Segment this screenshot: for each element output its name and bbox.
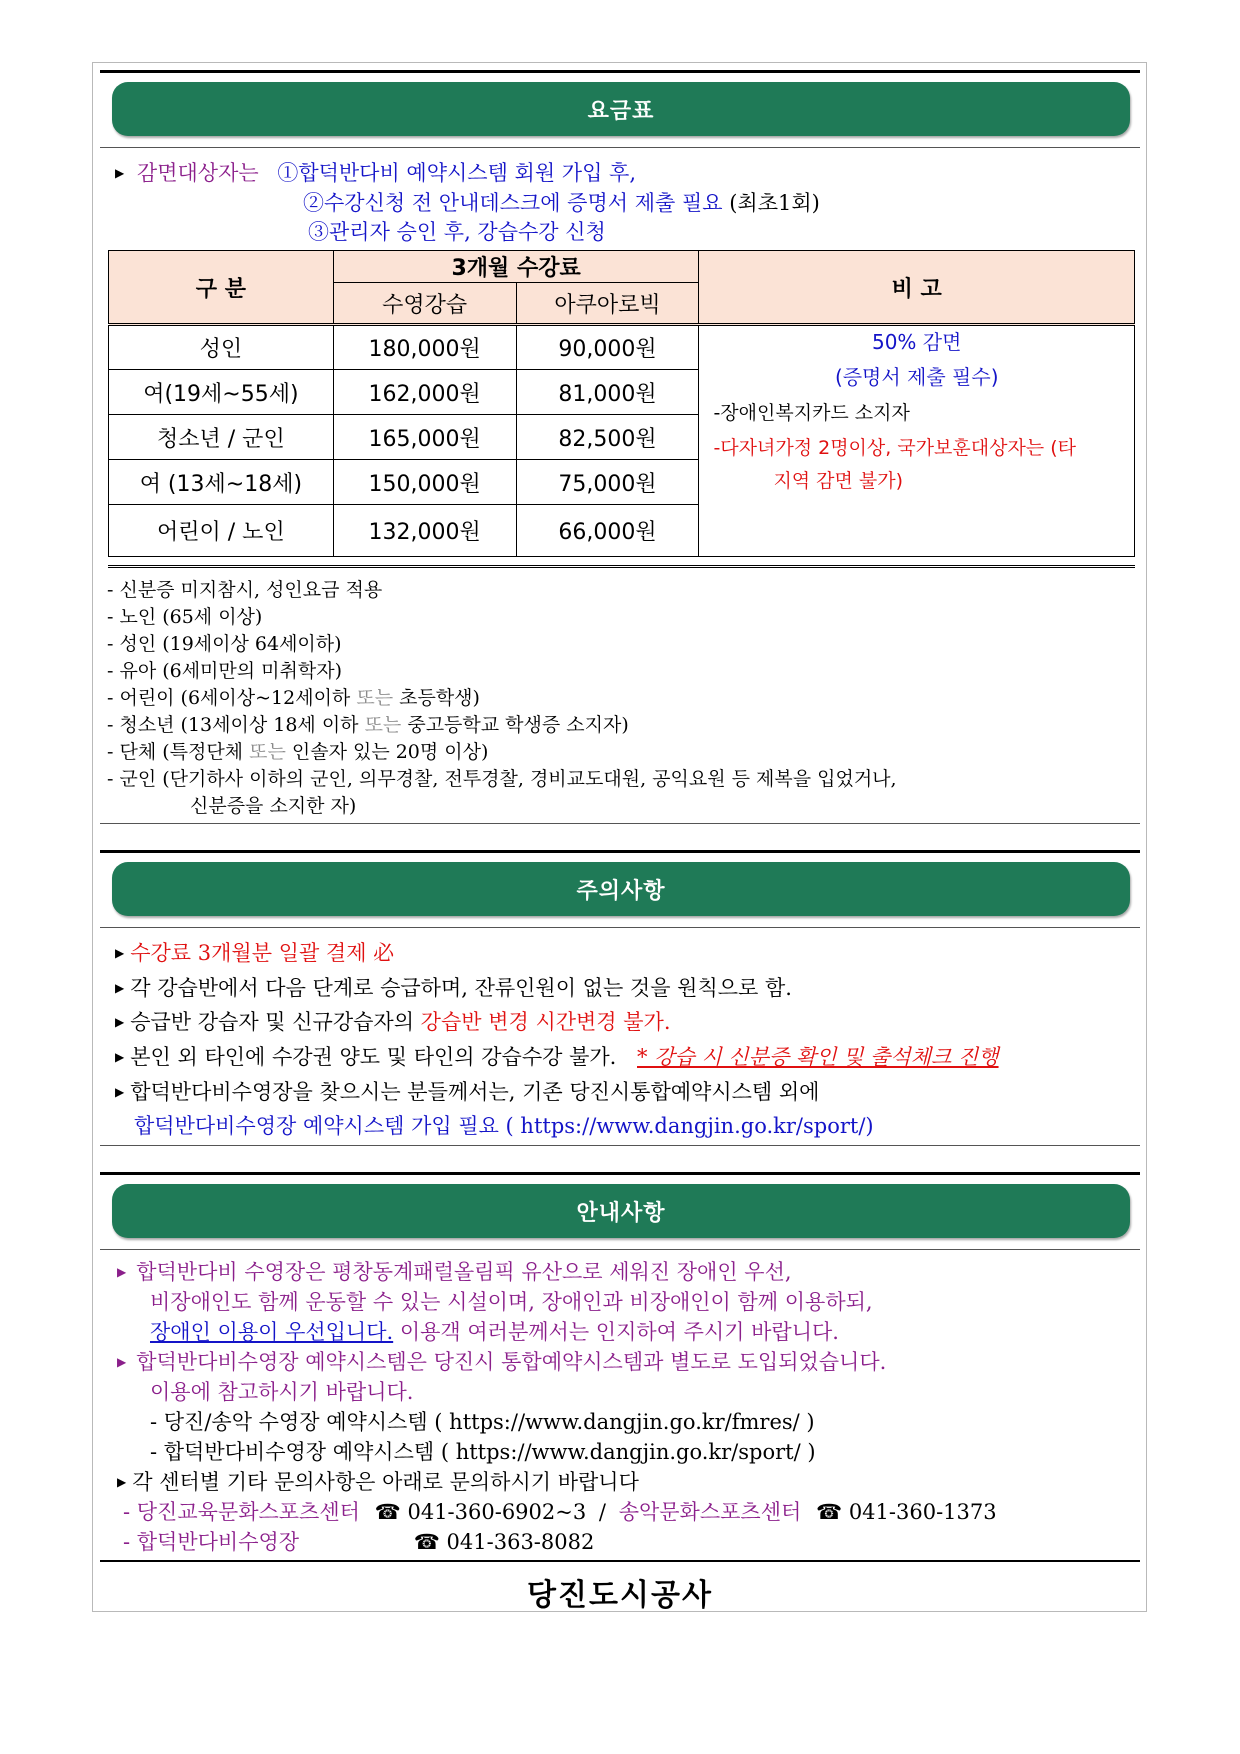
row-aqua-fee: 82,500원 xyxy=(516,415,699,460)
caution-text: 승급반 강습자 및 신규강습자의 xyxy=(130,1010,414,1034)
definition-text: 초등학생) xyxy=(399,687,480,709)
contact-name: - 합덕반다비수영장 xyxy=(123,1530,300,1554)
phone-icon: ☎ xyxy=(815,1500,843,1524)
caution-section-banner: 주의사항 xyxy=(112,862,1130,916)
triangle-bullet-icon: ▶ xyxy=(115,1015,125,1029)
section-top-rule xyxy=(100,850,1140,853)
triangle-bullet-icon: ▶ xyxy=(115,166,125,180)
contact-row-1 xyxy=(123,1496,997,1526)
guide-text: 각 센터별 기타 문의사항은 아래로 문의하시기 바랍니다 xyxy=(132,1470,639,1494)
definition-item: - 노인 (65세 이상) xyxy=(107,606,263,628)
or-text: 또는 xyxy=(249,741,286,763)
row-aqua-fee: 81,000원 xyxy=(516,370,699,415)
caution-text: 수강료 3개월분 일괄 결제 必 xyxy=(130,941,395,965)
header-swim: 수영강습 xyxy=(333,283,516,325)
guide-item-1-cont xyxy=(150,1316,839,1346)
note-discount: 50% 감면 xyxy=(871,330,962,354)
definition-text: - 어린이 (6세이상~12세이하 xyxy=(107,687,351,709)
guide-section-banner: 안내사항 xyxy=(112,1184,1130,1238)
header-note: 비 고 xyxy=(699,251,1135,325)
triangle-bullet-icon: ▶ xyxy=(115,1050,125,1064)
guide-text: 이용객 여러분께서는 인지하여 주시기 바랍니다. xyxy=(399,1320,839,1344)
caution-item-2 xyxy=(115,972,792,1002)
divider xyxy=(100,1145,1140,1146)
discount-label: 감면대상자는 xyxy=(136,161,259,185)
triangle-bullet-icon: ▶ xyxy=(117,1265,127,1279)
guide-link-item: - 합덕반다비수영장 예약시스템 ( https://www.dangjin.go.kr/sport/ ) xyxy=(150,1440,816,1464)
caution-text: 각 강습반에서 다음 단계로 승급하며, 잔류인원이 없는 것을 원칙으로 함. xyxy=(130,976,792,1000)
definition-item: - 신분증 미지참시, 성인요금 적용 xyxy=(107,579,383,601)
triangle-bullet-icon: ▶ xyxy=(115,946,125,960)
caution-text: 합덕반다비수영장을 찾으시는 분들께서는, 기존 당진시통합예약시스템 외에 xyxy=(130,1080,820,1104)
divider xyxy=(100,147,1140,148)
row-category: 어린이 / 노인 xyxy=(109,505,334,557)
header-category: 구 분 xyxy=(109,251,334,325)
or-text: 또는 xyxy=(356,687,394,709)
fee-section-banner: 요금표 xyxy=(112,82,1130,136)
discount-step-2-note: (최초1회) xyxy=(729,191,820,215)
definition-item: - 유아 (6세미만의 미취학자) xyxy=(107,660,342,682)
note-cell xyxy=(699,325,1135,557)
triangle-bullet-icon: ▶ xyxy=(115,1085,125,1099)
discount-intro-line-1 xyxy=(115,157,636,187)
guide-item-1-cont: 비장애인도 함께 운동할 수 있는 시설이며, 장애인과 비장애인이 함께 이용하되, xyxy=(150,1290,873,1314)
caution-item-6: 합덕반다비수영장 예약시스템 가입 필요 ( https://www.dangjin.go.kr/sport/) xyxy=(134,1114,874,1138)
guide-item-3 xyxy=(117,1466,639,1496)
row-swim-fee: 162,000원 xyxy=(333,370,516,415)
definition-text: 인솔자 있는 20명 이상) xyxy=(291,741,489,763)
row-category: 여 (13세~18세) xyxy=(109,460,334,505)
caution-text: 본인 외 타인에 수강권 양도 및 타인의 강습수강 불가. xyxy=(130,1045,617,1069)
definition-item: 신분증을 소지한 자) xyxy=(190,795,357,817)
guide-link-item: - 당진/송악 수영장 예약시스템 ( https://www.dangjin.go.kr/fmres/ ) xyxy=(150,1410,815,1434)
row-swim-fee: 150,000원 xyxy=(333,460,516,505)
section-bottom-rule xyxy=(100,1560,1140,1562)
triangle-bullet-icon: ▶ xyxy=(115,981,125,995)
divider xyxy=(100,927,1140,928)
caution-item-1 xyxy=(115,937,394,967)
caution-text-emphasis: * 강습 시 신분증 확인 및 출석체크 진행 xyxy=(637,1045,999,1069)
discount-step-2: ②수강신청 전 안내데스크에 증명서 제출 필요 xyxy=(303,191,723,215)
row-aqua-fee: 90,000원 xyxy=(516,325,699,370)
phone-icon: ☎ xyxy=(413,1530,440,1554)
definition-text: - 청소년 (13세이상 18세 이하 xyxy=(107,714,359,736)
definition-item: - 군인 (단기하사 이하의 군인, 의무경찰, 전투경찰, 경비교도대원, 공익요원 등 제복을 입었거나, xyxy=(107,768,897,790)
definition-item xyxy=(107,710,629,737)
row-swim-fee: 180,000원 xyxy=(333,325,516,370)
guide-text: 합덕반다비수영장 예약시스템은 당진시 통합예약시스템과 별도로 도입되었습니다. xyxy=(136,1350,887,1374)
caution-text-red: 강습반 변경 시간변경 불가. xyxy=(420,1010,671,1034)
guide-item-2 xyxy=(117,1346,886,1376)
note-disabled: -장애인복지카드 소지자 xyxy=(713,402,910,424)
divider xyxy=(100,1249,1140,1250)
fee-table xyxy=(108,250,1135,557)
phone-icon: ☎ xyxy=(374,1500,401,1524)
triangle-bullet-icon: ▶ xyxy=(117,1355,127,1369)
contact-phone: 041-360-6902~3 xyxy=(407,1500,587,1524)
row-swim-fee: 132,000원 xyxy=(333,505,516,557)
note-family-2: 지역 감면 불가) xyxy=(773,470,904,492)
guide-item-1 xyxy=(117,1256,792,1286)
definition-text: 중고등학교 학생증 소지자) xyxy=(407,714,629,736)
discount-intro-line-2 xyxy=(303,187,820,217)
guide-item-2-cont: 이용에 참고하시기 바랍니다. xyxy=(150,1380,414,1404)
contact-name: - 당진교육문화스포츠센터 xyxy=(123,1500,360,1524)
contact-name: 송악문화스포츠센터 xyxy=(618,1500,802,1524)
definition-item xyxy=(107,737,488,764)
header-3month-fee: 3개월 수강료 xyxy=(333,251,699,283)
row-swim-fee: 165,000원 xyxy=(333,415,516,460)
row-aqua-fee: 66,000원 xyxy=(516,505,699,557)
section-top-rule xyxy=(100,70,1140,73)
caution-item-3 xyxy=(115,1006,671,1036)
triangle-bullet-icon: ▶ xyxy=(117,1475,127,1489)
row-aqua-fee: 75,000원 xyxy=(516,460,699,505)
divider xyxy=(100,823,1140,824)
note-proof: (증명서 제출 필수) xyxy=(834,365,999,389)
table-bottom-rule xyxy=(108,565,1135,568)
row-category: 성인 xyxy=(109,325,334,370)
guide-text: 합덕반다비 수영장은 평창동계패럴올림픽 유산으로 세워진 장애인 우선, xyxy=(136,1260,792,1284)
definition-item: - 성인 (19세이상 64세이하) xyxy=(107,633,342,655)
caution-item-4 xyxy=(115,1041,999,1071)
definition-text: - 단체 (특정단체 xyxy=(107,741,244,763)
contact-phone: 041-360-1373 xyxy=(848,1500,997,1524)
contact-row-2 xyxy=(123,1526,594,1556)
discount-step-1: ①합덕반다비 예약시스템 회원 가입 후, xyxy=(277,161,636,185)
row-category: 청소년 / 군인 xyxy=(109,415,334,460)
note-family-1: -다자녀가정 2명이상, 국가보훈대상자는 (타 xyxy=(713,437,1076,459)
separator: / xyxy=(598,1500,606,1524)
section-top-rule xyxy=(100,1172,1140,1175)
or-text: 또는 xyxy=(364,714,402,736)
discount-step-3: ③관리자 승인 후, 강습수강 신청 xyxy=(308,220,606,244)
header-aqua: 아쿠아로빅 xyxy=(516,283,699,325)
contact-phone: 041-363-8082 xyxy=(446,1530,595,1554)
guide-text-emphasis: 장애인 이용이 우선입니다. xyxy=(150,1320,394,1344)
organization-name: 당진도시공사 xyxy=(527,1578,713,1613)
caution-item-5 xyxy=(115,1076,819,1106)
row-category: 여(19세~55세) xyxy=(109,370,334,415)
definition-item xyxy=(107,683,480,710)
